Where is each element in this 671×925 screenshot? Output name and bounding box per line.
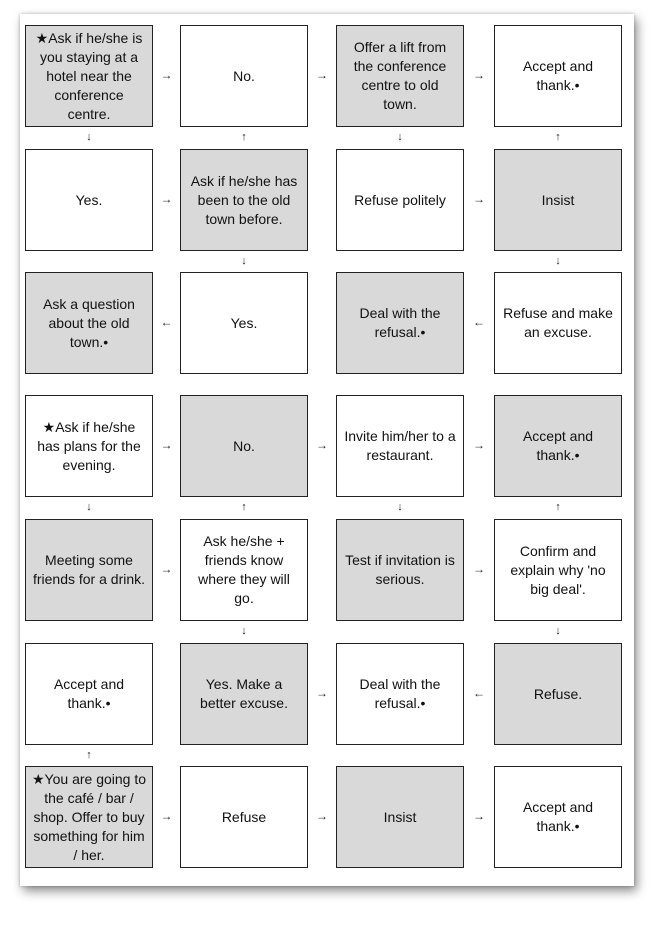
arrow-down-icon: ↓	[397, 501, 403, 513]
flowchart-sheet	[20, 14, 634, 886]
arrow-up-icon: ↑	[555, 501, 561, 513]
arrow-right-icon: →	[473, 68, 485, 82]
arrow-left-icon: ←	[473, 315, 485, 329]
arrow-up-icon: ↑	[86, 748, 92, 761]
arrow-up-icon: ↑	[241, 501, 247, 513]
flow-box-r7-c2: Refuse	[180, 766, 308, 868]
flow-box-r1-c1: ★Ask if he/she is you staying at a hotel near the conference centre.	[25, 25, 153, 127]
arrow-right-icon: →	[160, 562, 173, 576]
arrow-right-icon: →	[473, 562, 485, 576]
arrow-right-icon: →	[160, 68, 173, 82]
flow-box-r1-c2: No.	[180, 25, 308, 127]
arrow-left-icon: ←	[473, 686, 485, 700]
flow-box-r2-c4: Insist	[494, 149, 622, 251]
arrow-right-icon: →	[473, 438, 485, 452]
flow-box-r4-c2: No.	[180, 395, 308, 497]
arrow-down-icon: ↓	[397, 131, 403, 143]
flow-box-r3-c4: Refuse and make an excuse.	[494, 272, 622, 374]
flow-box-r1-c4: Accept and thank.•	[494, 25, 622, 127]
flow-box-r5-c2: Ask he/she + friends know where they will go.	[180, 519, 308, 621]
flow-box-r5-c3: Test if invitation is serious.	[336, 519, 464, 621]
arrow-up-icon: ↑	[241, 131, 247, 143]
flow-box-r2-c3: Refuse politely	[336, 149, 464, 251]
arrow-left-icon: ←	[160, 315, 173, 329]
flow-box-r4-c1: ★Ask if he/she has plans for the evening.	[25, 395, 153, 497]
flow-box-r4-c3: Invite him/her to a restaurant.	[336, 395, 464, 497]
arrow-down-icon: ↓	[241, 254, 247, 267]
flow-box-r2-c2: Ask if he/she has been to the old town before.	[180, 149, 308, 251]
flow-box-r3-c2: Yes.	[180, 272, 308, 374]
flow-box-r2-c1: Yes.	[25, 149, 153, 251]
flow-box-r6-c4: Refuse.	[494, 643, 622, 745]
flow-box-r3-c1: Ask a question about the old town.•	[25, 272, 153, 374]
flow-box-r7-c4: Accept and thank.•	[494, 766, 622, 868]
arrow-down-icon: ↓	[86, 131, 92, 143]
flow-box-r4-c4: Accept and thank.•	[494, 395, 622, 497]
flow-box-r6-c2: Yes. Make a better excuse.	[180, 643, 308, 745]
flow-box-r6-c3: Deal with the refusal.•	[336, 643, 464, 745]
arrow-right-icon: →	[316, 438, 328, 452]
flow-box-r3-c3: Deal with the refusal.•	[336, 272, 464, 374]
arrow-right-icon: →	[316, 809, 328, 823]
flow-box-r1-c3: Offer a lift from the conference centre to old town.	[336, 25, 464, 127]
arrow-up-icon: ↑	[555, 131, 561, 143]
arrow-right-icon: →	[473, 809, 485, 823]
arrow-down-icon: ↓	[555, 625, 561, 637]
flow-box-r6-c1: Accept and thank.•	[25, 643, 153, 745]
arrow-right-icon: →	[316, 686, 328, 700]
arrow-right-icon: →	[473, 192, 485, 206]
arrow-right-icon: →	[160, 438, 173, 452]
flow-box-r7-c1: ★You are going to the café / bar / shop. Offer to buy something for him / her.	[25, 766, 153, 868]
flow-box-r5-c1: Meeting some friends for a drink.	[25, 519, 153, 621]
arrow-right-icon: →	[316, 68, 328, 82]
arrow-right-icon: →	[160, 192, 173, 206]
flow-box-r7-c3: Insist	[336, 766, 464, 868]
arrow-down-icon: ↓	[241, 625, 247, 637]
arrow-down-icon: ↓	[86, 501, 92, 513]
arrow-right-icon: →	[160, 809, 173, 823]
arrow-down-icon: ↓	[555, 254, 561, 267]
flow-box-r5-c4: Confirm and explain why 'no big deal'.	[494, 519, 622, 621]
